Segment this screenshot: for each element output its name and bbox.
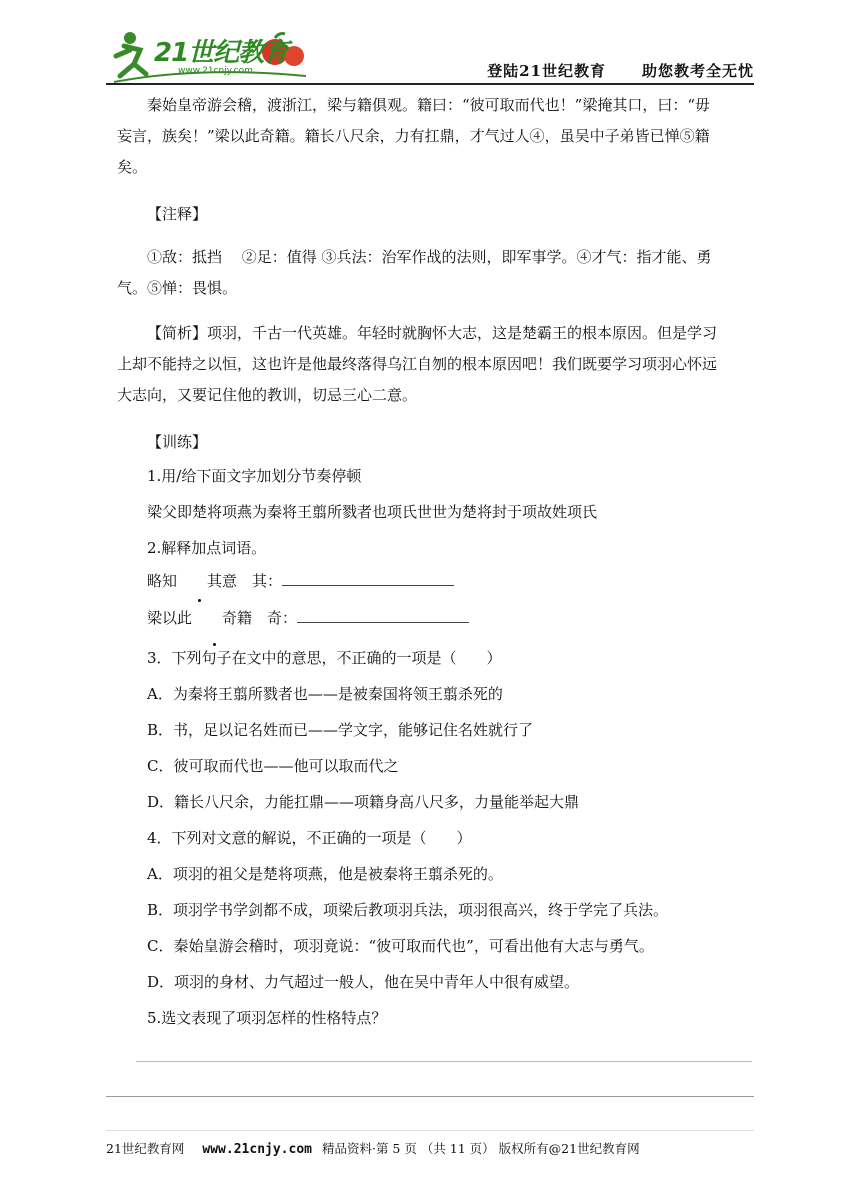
text-line: 气。⑤惮：畏惧。 bbox=[117, 279, 238, 297]
text-line: 大志向，又要记住他的教训，切忌三心二意。 bbox=[117, 386, 418, 404]
question-5: 5.选文表现了项羽怎样的性格特点？ bbox=[147, 1009, 387, 1027]
notes-paragraph bbox=[117, 242, 757, 304]
slogan-left: 登陆21世纪教育 bbox=[487, 62, 606, 80]
question-4: 4．下列对文意的解说，不正确的一项是（ ） bbox=[147, 829, 472, 847]
option-a: A．为秦将王翦所戮者也——是被秦国将领王翦杀死的 bbox=[147, 685, 503, 703]
text-line: 上却不能持之以恒，这也许是他最终落得乌江自刎的根本原因吧！我们既要学习项羽心怀远 bbox=[117, 355, 718, 373]
footer-url[interactable]: www.21cnjy.com bbox=[202, 1142, 312, 1157]
option-c: C．彼可取而代也——他可以取而代之 bbox=[147, 757, 399, 775]
option-a: A．项羽的祖父是楚将项燕，他是被秦将王翦杀死的。 bbox=[147, 865, 503, 883]
question-3: 3．下列句子在文中的意思，不正确的一项是（ ） bbox=[147, 649, 502, 667]
text-line: ①敌：抵挡 ②足：值得 ③兵法：治军作战的法则，即军事学。④才气：指才能、勇 bbox=[147, 248, 712, 266]
logo-text: 21世纪教育 bbox=[154, 38, 289, 68]
question-2b: 梁以此 奇籍 奇： bbox=[117, 596, 757, 640]
answer-blank[interactable] bbox=[297, 608, 469, 623]
answer-line[interactable] bbox=[106, 1096, 754, 1097]
page-footer bbox=[106, 1139, 640, 1157]
training-heading: 【训练】 bbox=[147, 433, 208, 451]
question-list bbox=[117, 458, 757, 1036]
question-2a: 略知 其意 其： bbox=[117, 566, 757, 596]
logo-url: www.21cnjy.com bbox=[178, 66, 253, 76]
text-line: 妄言，族矣！”梁以此奇籍。籍长八尺余，力有扛鼎，才气过人④，虽吴中子弟皆已惮⑤籍 bbox=[117, 127, 710, 145]
slogan-right: 助您教考全无忧 bbox=[641, 62, 754, 80]
text-line: 秦始皇帝游会稽，渡浙江，梁与籍俱观。籍曰：“彼可取而代也！”梁掩其口，曰：“毋 bbox=[147, 96, 711, 114]
option-c: C．秦始皇游会稽时，项羽竟说：“彼可取而代也”，可看出他有大志与勇气。 bbox=[147, 937, 654, 955]
analysis-paragraph bbox=[117, 318, 757, 411]
header-slogans bbox=[487, 60, 754, 81]
question-1-text: 梁父即楚将项燕为秦将王翦所戮者也项氏世世为楚将封于项故姓项氏 bbox=[147, 503, 598, 521]
option-d: D．籍长八尺余，力能扛鼎——项籍身高八尺多，力量能举起大鼎 bbox=[147, 793, 580, 811]
page-header bbox=[106, 22, 754, 84]
option-d: D．项羽的身材、力气超过一般人，他在吴中青年人中很有威望。 bbox=[147, 973, 580, 991]
footer-info: 精品资料·第 5 页 （共 11 页） 版权所有@21世纪教育网 bbox=[321, 1141, 640, 1156]
option-b: B．书，足以记名姓而已——学文字，能够记住名姓就行了 bbox=[147, 721, 534, 739]
footer-site: 21世纪教育网 bbox=[106, 1141, 185, 1156]
passage-paragraph bbox=[117, 90, 757, 183]
document-body bbox=[117, 90, 757, 1036]
question-1: 1.用/给下面文字加划分节奏停顿 bbox=[147, 467, 362, 485]
question-2: 2.解释加点词语。 bbox=[147, 539, 267, 557]
text-line: 【简析】项羽，千古一代英雄。年轻时就胸怀大志，这是楚霸王的根本原因。但是学习 bbox=[147, 324, 718, 342]
text-line: 矣。 bbox=[117, 158, 148, 176]
header-rule bbox=[106, 83, 754, 85]
dotted-word: 奇 bbox=[192, 596, 237, 640]
answer-blank[interactable] bbox=[282, 571, 454, 586]
answer-line[interactable] bbox=[136, 1061, 752, 1062]
footer-rule bbox=[106, 1130, 754, 1131]
option-b: B．项羽学书学剑都不成，项梁后教项羽兵法，项羽很高兴，终于学完了兵法。 bbox=[147, 901, 669, 919]
dotted-word: 其 bbox=[177, 566, 222, 596]
notes-heading: 【注释】 bbox=[147, 205, 208, 223]
site-logo[interactable] bbox=[110, 26, 310, 86]
